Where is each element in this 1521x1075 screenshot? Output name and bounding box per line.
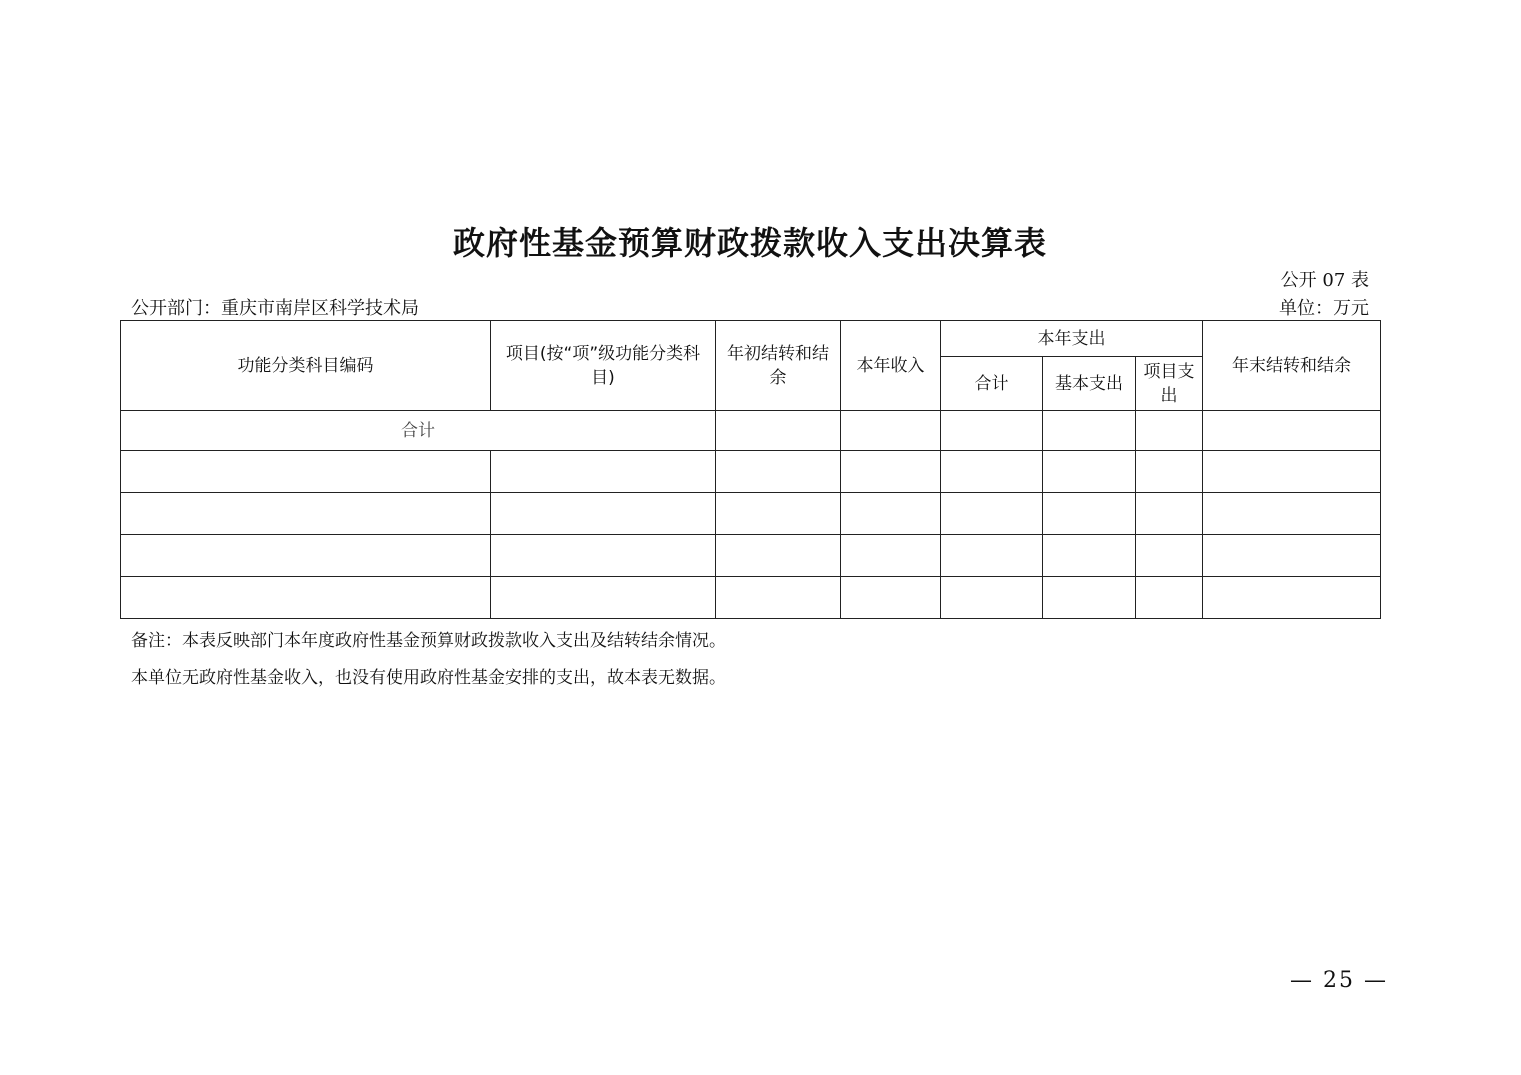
note-remark: 备注：本表反映部门本年度政府性基金预算财政拨款收入支出及结转结余情况。 — [131, 631, 726, 651]
cell-item — [491, 493, 716, 535]
cell-expense-project — [1136, 451, 1203, 493]
cell-code — [121, 493, 491, 535]
cell-expense-total — [941, 535, 1043, 577]
cell-expense-project — [1136, 535, 1203, 577]
cell-income — [841, 493, 941, 535]
header-item: 项目(按“项”级功能分类科目) — [491, 321, 716, 411]
cell-end-balance — [1203, 535, 1381, 577]
cell-begin-balance — [716, 493, 841, 535]
cell-expense-project — [1136, 493, 1203, 535]
cell-begin-balance — [716, 577, 841, 619]
cell-begin-balance — [716, 451, 841, 493]
cell-expense-basic — [1043, 451, 1136, 493]
cell-code — [121, 577, 491, 619]
cell-end-balance — [1203, 577, 1381, 619]
table-row — [121, 493, 1381, 535]
cell-expense-basic — [1043, 493, 1136, 535]
total-expense-basic — [1043, 411, 1136, 451]
cell-expense-basic — [1043, 535, 1136, 577]
cell-income — [841, 535, 941, 577]
total-begin-balance — [716, 411, 841, 451]
total-expense-total — [941, 411, 1043, 451]
cell-end-balance — [1203, 451, 1381, 493]
header-expense: 本年支出 — [941, 321, 1203, 357]
total-row — [121, 411, 1381, 451]
cell-expense-total — [941, 493, 1043, 535]
table-row — [121, 535, 1381, 577]
total-label: 合计 — [121, 411, 716, 451]
cell-item — [491, 577, 716, 619]
page-title: 政府性基金预算财政拨款收入支出决算表 — [452, 224, 1047, 262]
cell-item — [491, 451, 716, 493]
note-no-data: 本单位无政府性基金收入，也没有使用政府性基金安排的支出，故本表无数据。 — [131, 668, 726, 688]
cell-item — [491, 535, 716, 577]
cell-income — [841, 451, 941, 493]
cell-end-balance — [1203, 493, 1381, 535]
cell-code — [121, 451, 491, 493]
cell-expense-total — [941, 577, 1043, 619]
table-row — [121, 451, 1381, 493]
total-income — [841, 411, 941, 451]
cell-code — [121, 535, 491, 577]
header-expense-total: 合计 — [941, 357, 1043, 411]
cell-begin-balance — [716, 535, 841, 577]
header-expense-basic: 基本支出 — [1043, 357, 1136, 411]
page-number: — 25 — — [1290, 968, 1388, 993]
cell-expense-basic — [1043, 577, 1136, 619]
form-number: 公开 07 表 — [1280, 270, 1369, 291]
cell-income — [841, 577, 941, 619]
cell-expense-project — [1136, 577, 1203, 619]
department-label: 公开部门：重庆市南岸区科学技术局 — [131, 298, 419, 319]
total-end-balance — [1203, 411, 1381, 451]
table-row — [121, 577, 1381, 619]
header-code: 功能分类科目编码 — [121, 321, 491, 411]
budget-table — [120, 320, 1381, 619]
header-end-balance: 年末结转和结余 — [1203, 321, 1381, 411]
header-expense-project: 项目支出 — [1136, 357, 1203, 411]
cell-expense-total — [941, 451, 1043, 493]
total-expense-project — [1136, 411, 1203, 451]
header-income: 本年收入 — [841, 321, 941, 411]
header-begin-balance: 年初结转和结余 — [716, 321, 841, 411]
header-row-1 — [121, 321, 1381, 357]
unit-label: 单位：万元 — [1279, 298, 1369, 319]
